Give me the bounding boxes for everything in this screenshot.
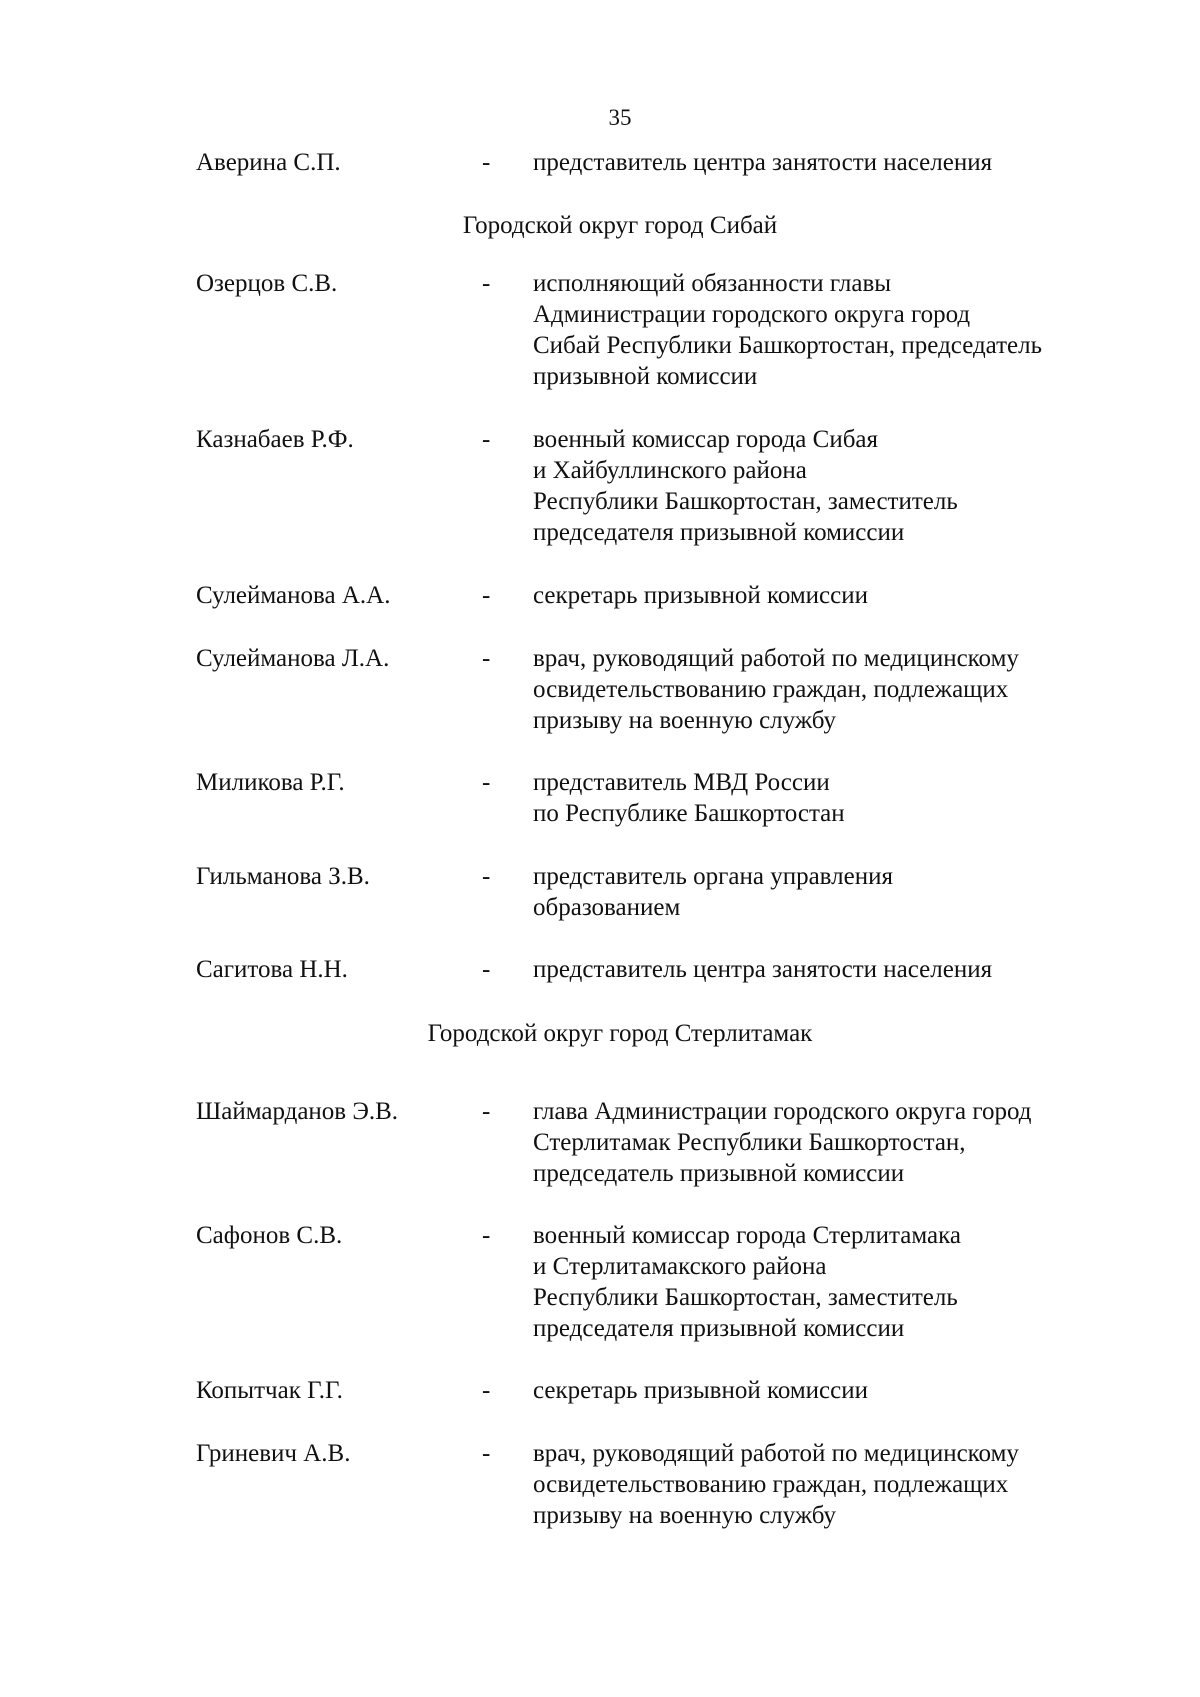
role-line: Сибай Республики Башкортостан, председатель [533,332,1043,359]
member-role [533,767,1133,829]
role-line: представитель органа управления [533,863,893,890]
role-line: призывной комиссии [533,363,758,390]
role-line: военный комиссар города Стерлитамака [533,1222,961,1249]
separator-dash: - [482,956,491,983]
member-role [533,424,1133,548]
role-line: призыву на военную службу [533,1502,837,1529]
role-line: секретарь призывной комиссии [533,1377,869,1404]
member-role [533,861,1133,923]
role-line: представитель центра занятости населения [533,956,993,983]
member-role [533,954,1133,985]
member-role [533,268,1133,392]
role-line: представитель центра занятости населения [533,149,993,176]
member-name: Сулейманова А.А. [196,582,391,609]
member-name: Шаймарданов Э.В. [196,1098,399,1125]
role-line: председателя призывной комиссии [533,519,905,546]
role-line: Администрации городского округа город [533,301,971,328]
member-name: Миликова Р.Г. [196,769,345,796]
separator-dash: - [482,582,491,609]
role-line: Стерлитамак Республики Башкортостан, [533,1129,966,1156]
member-name: Гриневич А.В. [196,1440,351,1467]
member-name: Сулейманова Л.А. [196,645,390,672]
separator-dash: - [482,1440,491,1467]
role-line: исполняющий обязанности главы [533,270,892,297]
role-line: военный комиссар города Сибая [533,426,879,453]
role-line: образованием [533,894,681,921]
separator-dash: - [482,1377,491,1404]
section-title-sibay: Городской округ город Сибай [462,212,778,239]
member-name: Гильманова З.В. [196,863,370,890]
member-name: Копытчак Г.Г. [196,1377,343,1404]
separator-dash: - [482,426,491,453]
member-role [533,147,1133,178]
role-line: призыву на военную службу [533,707,837,734]
member-role [533,643,1133,736]
role-line: и Хайбуллинского района [533,457,807,484]
role-line: врач, руководящий работой по медицинскому [533,645,1019,672]
member-name: Казнабаев Р.Ф. [196,426,354,453]
role-line: и Стерлитамакского района [533,1253,827,1280]
member-role [533,1220,1133,1344]
separator-dash: - [482,769,491,796]
role-line: председателя призывной комиссии [533,1315,905,1342]
member-name: Сафонов С.В. [196,1222,343,1249]
member-name: Аверина С.П. [196,149,341,176]
separator-dash: - [482,645,491,672]
separator-dash: - [482,270,491,297]
member-role [533,580,1133,611]
role-line: освидетельствованию граждан, подлежащих [533,676,1009,703]
role-line: председатель призывной комиссии [533,1160,905,1187]
role-line: глава Администрации городского округа город [533,1098,1032,1125]
role-line: секретарь призывной комиссии [533,582,869,609]
separator-dash: - [482,1222,491,1249]
member-name: Озерцов С.В. [196,270,338,297]
role-line: по Республике Башкортостан [533,800,845,827]
role-line: врач, руководящий работой по медицинскому [533,1440,1019,1467]
role-line: Республики Башкортостан, заместитель [533,1284,958,1311]
member-role [533,1375,1133,1406]
member-name: Сагитова Н.Н. [196,956,348,983]
separator-dash: - [482,149,491,176]
member-role [533,1096,1133,1189]
page-number: 35 [608,105,632,130]
separator-dash: - [482,863,491,890]
role-line: представитель МВД России [533,769,830,796]
role-line: освидетельствованию граждан, подлежащих [533,1471,1009,1498]
separator-dash: - [482,1098,491,1125]
section-title-sterlitamak: Городской округ город Стерлитамак [427,1020,813,1047]
member-role [533,1438,1133,1531]
role-line: Республики Башкортостан, заместитель [533,488,958,515]
